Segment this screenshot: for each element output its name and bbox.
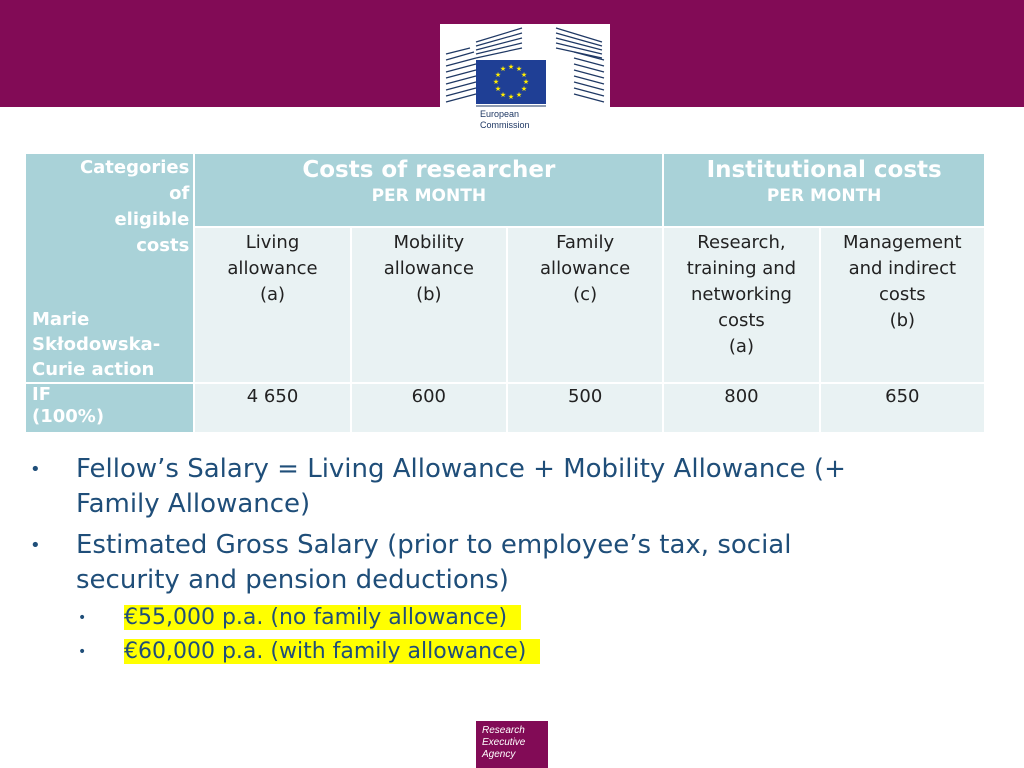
column-header-living: [195, 228, 349, 382]
highlighted-salary: €60,000 p.a. (with family allowance): [124, 639, 540, 664]
row-label-line: (100%): [32, 406, 105, 427]
highlighted-salary: €55,000 p.a. (no family allowance): [124, 605, 521, 630]
column-header-management: [821, 228, 984, 382]
group-header-researcher: [195, 154, 662, 226]
column-header-line: (b): [889, 310, 916, 331]
column-header-line: Living: [245, 232, 300, 253]
commission-building-icon: [440, 24, 610, 110]
svg-text:★: ★: [494, 71, 502, 79]
column-header-line: networking: [690, 284, 792, 305]
svg-text:★: ★: [492, 78, 500, 86]
bullet-icon: •: [30, 535, 41, 556]
rea-line: Agency: [482, 749, 516, 760]
category-header-cell: [26, 154, 193, 382]
column-header-line: (b): [416, 284, 442, 305]
svg-text:★: ★: [507, 63, 515, 71]
bullet-icon: •: [78, 644, 87, 660]
action-line: Skłodowska-: [32, 334, 161, 355]
action-line: Marie: [32, 309, 90, 330]
column-header-line: costs: [878, 284, 926, 305]
column-header-family: [508, 228, 662, 382]
column-header-line: Research,: [697, 232, 786, 253]
column-header-line: (a): [259, 284, 286, 305]
logo-line-2: Commission: [480, 120, 530, 130]
category-label: [39, 155, 189, 259]
table-row: [26, 384, 984, 432]
group-header-institutional: [664, 154, 984, 226]
value-cell: 4 650: [195, 384, 349, 432]
list-item: [78, 637, 540, 667]
bullet-line: security and pension deductions): [76, 565, 509, 595]
column-header-line: and indirect: [848, 258, 957, 279]
list-item: [30, 528, 990, 598]
column-header-line: allowance: [383, 258, 474, 279]
category-line: costs: [136, 235, 190, 256]
column-header-line: training and: [686, 258, 797, 279]
category-line: eligible: [114, 209, 190, 230]
svg-text:★: ★: [520, 71, 528, 79]
list-item: [30, 452, 990, 522]
column-header-line: allowance: [540, 258, 631, 279]
bullet-line: Estimated Gross Salary (prior to employee’s tax, social: [76, 530, 792, 560]
value-cell: 600: [352, 384, 506, 432]
svg-text:★: ★: [515, 65, 523, 73]
list-item: [78, 603, 540, 633]
research-executive-agency-logo: [476, 721, 548, 768]
column-header-line: Family: [556, 232, 615, 253]
svg-text:★: ★: [499, 91, 507, 99]
group-title: Costs of researcher: [302, 157, 556, 183]
logo-line-1: European: [480, 109, 520, 119]
group-subtitle: PER MONTH: [766, 186, 882, 206]
eligible-costs-table: [24, 152, 986, 434]
svg-text:★: ★: [507, 93, 515, 101]
group-subtitle: PER MONTH: [371, 186, 487, 206]
bullet-list: [30, 452, 990, 604]
action-line: Curie action: [32, 359, 155, 380]
rea-line: Research: [482, 725, 525, 736]
column-header-mobility: [352, 228, 506, 382]
column-header-line: costs: [718, 310, 765, 331]
column-header-line: Management: [843, 232, 962, 253]
bullet-line: Fellow’s Salary = Living Allowance + Mobility Allowance (+: [76, 454, 846, 484]
group-title: Institutional costs: [706, 157, 942, 183]
column-header-research: [664, 228, 818, 382]
row-label-line: IF: [32, 384, 51, 405]
row-label-if: [26, 384, 193, 432]
svg-text:★: ★: [499, 65, 507, 73]
svg-text:★: ★: [515, 91, 523, 99]
bullet-icon: •: [30, 459, 41, 480]
european-commission-logo: [440, 24, 610, 142]
column-header-line: allowance: [227, 258, 318, 279]
svg-text:★: ★: [520, 85, 528, 93]
svg-text:★: ★: [494, 85, 502, 93]
logo-text: [480, 109, 530, 131]
bullet-line: Family Allowance): [76, 489, 311, 519]
column-header-line: (a): [728, 336, 754, 357]
sub-bullet-list: [78, 603, 540, 671]
column-header-line: Mobility: [393, 232, 465, 253]
value-cell: 650: [821, 384, 984, 432]
column-header-line: (c): [573, 284, 598, 305]
value-cell: 800: [664, 384, 818, 432]
rea-line: Executive: [482, 737, 526, 748]
svg-text:★: ★: [522, 78, 530, 86]
category-line: Categories: [79, 157, 190, 178]
category-line: of: [169, 183, 190, 204]
bullet-icon: •: [78, 610, 87, 626]
value-cell: 500: [508, 384, 662, 432]
action-label: [32, 307, 192, 382]
rea-logo-text: [482, 725, 525, 761]
